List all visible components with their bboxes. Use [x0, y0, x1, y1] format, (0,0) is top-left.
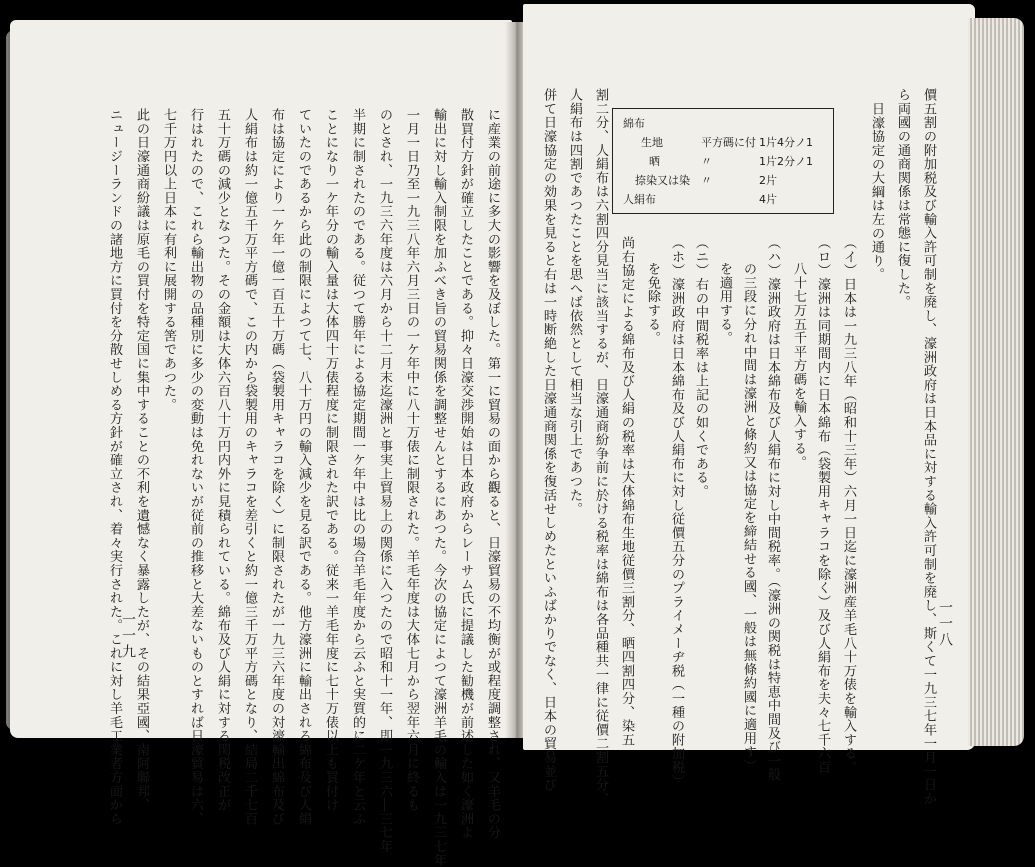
text-column: 布は協定により一ケ年一億一百五十万碼（袋製用キャラコを除く）に制限されたが一九三六年度の対濠輸出綿布及び	[269, 108, 284, 826]
text-column: 行はれたので、これら輸出物の品種別に多少の変動は免れないが従前の推移と大差ないものとすれば日濠貿易は六、	[188, 108, 203, 826]
text-column: のとされ、一九三六年度は六月から十二月末迄濠洲と事実上貿易上の関係に入つたので昭和十一年、即一九三六―三七年	[377, 108, 392, 854]
text-column: （ロ）濠洲は同期間内に日本綿布（袋製用キャラコを除く）及び人絹布を夫々七千六百	[815, 236, 830, 775]
table-row-rate: 1片4分ノ1	[759, 136, 813, 149]
page-number: 一一八	[937, 600, 953, 648]
text-column: に産業の前途に多大の影響を及ぼした。第一に貿易の面から觀ると、日濠貿易の不均衡が或程度調整され、又羊毛の分	[485, 108, 500, 840]
text-column: 尚右協定による綿布及び人絹の税率は大体綿布生地従價三割分、晒四割四分、染五	[619, 236, 634, 747]
table-row-rate: 4片	[759, 193, 777, 206]
text-column: ことになり一ケ年分の輸入量は大体四十万俵程度に制限された訳である。従来一羊毛年度に七十万俵以上も買付け	[323, 108, 338, 812]
text-column: ニュージーランドの諸地方に買付を分散せしめる方針が確立され、着々実行された。これに対し羊毛工業者方面から	[107, 108, 122, 826]
text-column: 人絹布は四割であつたことを思へば依然として相当な引上であつた。	[567, 88, 582, 516]
text-column: 七千万円以上日本に有利に展開する筈であつた。	[161, 108, 176, 412]
left-page	[10, 20, 512, 867]
text-column: を免除する。	[645, 262, 660, 345]
table-row-label: 捺染又は染	[635, 174, 690, 187]
text-column: 人絹布は約一億五千万平方碼で、この内から袋製用のキャラコを差引くと約一億三千万平方碼となり、結局二千七百	[242, 108, 257, 826]
table-row-unit: 〃	[701, 174, 712, 187]
text-column: （ホ）濠洲政府は日本綿布及び人絹布に対し従價五分のプライメーヂ税（一種の附加税）	[669, 236, 684, 788]
right-page-edges	[968, 18, 1024, 746]
table-row-rate: 2片	[759, 174, 777, 187]
text-column: （ニ）右の中間税率は上記の如くである。	[693, 236, 708, 499]
text-column: を適用する。	[717, 262, 732, 345]
text-column: 併て日濠協定の効果を見ると右は一時断絶した日濠通商関係を復活せしめたといふばかりでなく、日本の貿易並び	[541, 88, 556, 792]
table-row-label: 人絹布	[623, 193, 656, 206]
text-column: 一月一日乃至一九三八年六月三日の一ケ年中に八十万俵に制限された。羊毛年度は大体七月から翌年六月に終るも	[404, 108, 419, 812]
text-column: 半期に制されたのである。従つて勝年による協定期間一ケ年中は比の場合羊毛年度から云ふと実質的に二ケ年と云ふ	[350, 108, 365, 826]
table-row-label: 生地	[641, 136, 663, 149]
text-column: 價五割の附加税及び輸入許可制を廃し、濠洲政府は日本品に対する輸入許可制を廃し、斯くて一九三七年一月一日か	[921, 88, 936, 806]
table-row-label: 綿布	[623, 117, 645, 130]
table-row-unit: 平方碼に付	[701, 136, 756, 149]
tariff-table	[612, 108, 834, 214]
text-column: の三段に分れ中間は濠洲と條約又は協定を締結せる國、一般は無條約國に適用す）	[741, 262, 756, 773]
text-column: 輸出に対し輸入制限を加ふべき旨の貿易関係を調整せんとするにあつた。今次の協定によつて濠洲羊毛の輸入は一九三七年	[431, 108, 446, 867]
text-column: ら両國の通商関係は常態に復した。	[895, 88, 910, 309]
table-row-label: 晒	[649, 155, 660, 168]
text-column: 割二分、人絹布は六割四分見当に該当するが、日濠通商紛争前に於ける税率は綿布は各品種共一律に従價二割五分、	[593, 88, 608, 806]
text-column: 五十万碼の減少となつた。その金額は大体六百八十万円内外に見積られている。綿布及び人絹に対する関税改正が	[215, 108, 230, 812]
text-column: ていたのであるから此の制限によつて七、八十万円の輸入減少を見る訳である。他方濠洲に輸出される綿布及び人絹	[296, 108, 311, 826]
page-number: 一一九	[120, 612, 136, 660]
text-column: 此の日濠通商紛議は原毛の買付を特定国に集中することの不利を遺憾なく暴露したが、その結果亞國、南阿聯邦、	[134, 108, 149, 812]
text-column: 散買付方針が確立したことである。抑々日濠交渉開始は日本政府からレーサム氏に提議した勧機が前述した如く濠洲よ	[458, 108, 473, 840]
text-column: （ハ）濠洲政府は日本綿布及び人絹布に対し中間税率。（濠洲の関税は特恵中間及び一般	[765, 236, 780, 782]
table-row-rate: 1片2分ノ1	[759, 155, 813, 168]
text-column: （イ）日本は一九三八年（昭和十三年）六月一日迄に濠洲産羊毛八十万俵を輸入する。	[841, 236, 856, 775]
text-column: 八十七万五千平方碼を輸入する。	[791, 262, 806, 469]
table-row-unit: 〃	[701, 155, 712, 168]
text-column: 日濠協定の大綱は左の通り。	[869, 102, 884, 282]
